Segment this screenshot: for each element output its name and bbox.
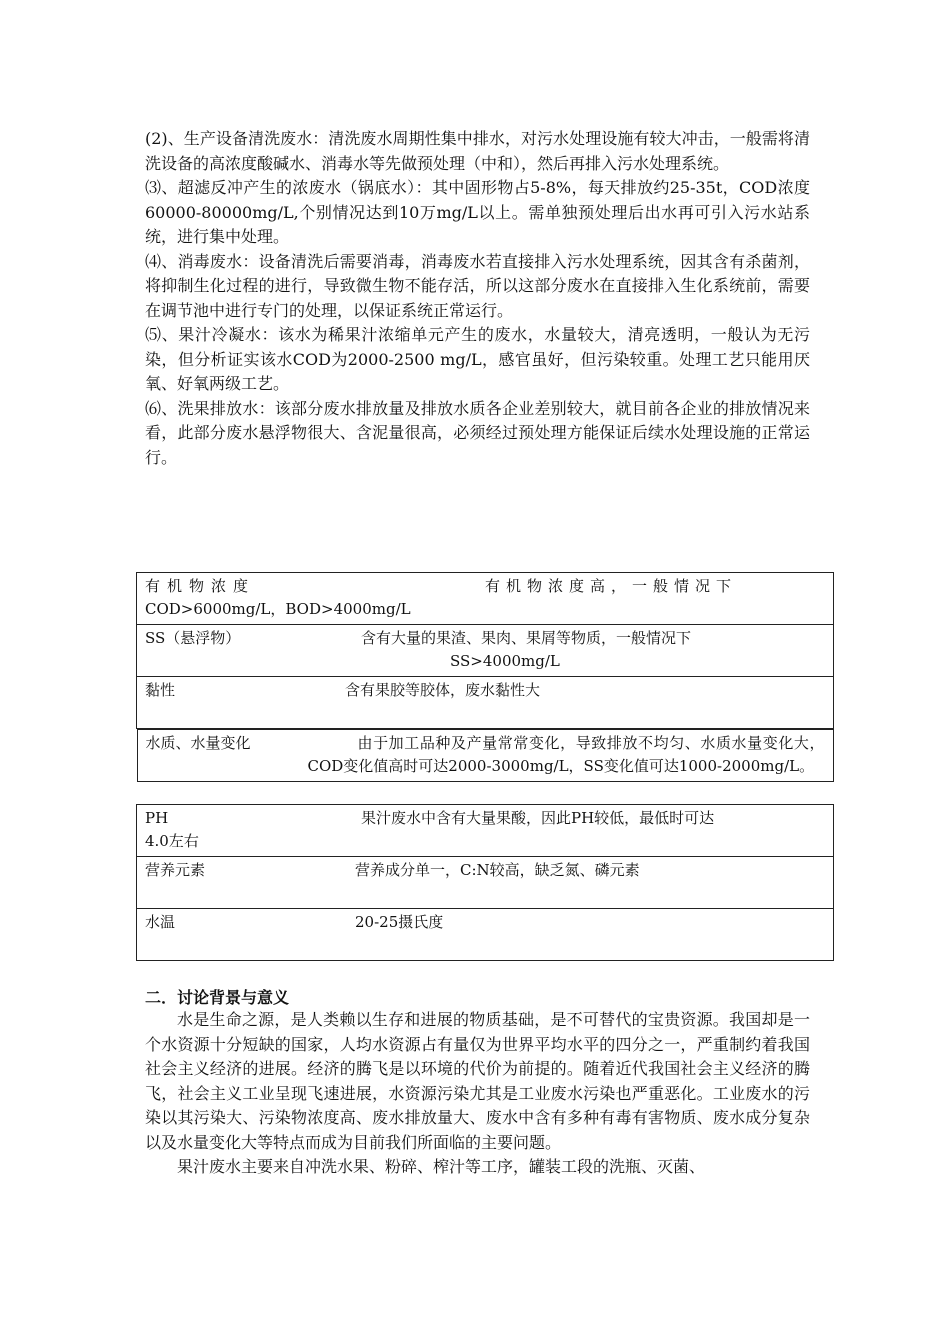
row-label: SS（悬浮物） (145, 629, 241, 647)
table-cell (137, 909, 834, 961)
table-cell (137, 573, 834, 625)
table-row (137, 573, 834, 625)
row-description: 含有大量的果渣、果肉、果屑等物质，一般情况下 (361, 629, 692, 647)
table-row (137, 625, 834, 677)
row-label: 营养元素 (145, 861, 206, 879)
list-item: ⑶、超滤反冲产生的浓废水（锅底水）：其中固形物占5-8%，每天排放约25-35t，COD浓度60000-80000mg/L,个别情况达到10万mg/L以上。需单独预处理后出水再可引入污水站系统，进行集中处理。 (145, 178, 810, 246)
table-row (137, 857, 834, 909)
table-cell (137, 677, 834, 729)
row-label: 水质、水量变化 (145, 734, 251, 752)
table-cell (137, 857, 834, 909)
row-label: PH (145, 809, 169, 827)
table-row (137, 677, 834, 729)
row-continuation: COD>6000mg/L，BOD>4000mg/L (145, 600, 411, 618)
section-heading: 二．讨论背景与意义 (145, 988, 290, 1007)
paragraph: 水是生命之源，是人类赖以生存和进展的物质基础，是不可替代的宝贵资源。我国却是一个水资源十分短缺的国家，人均水资源占有量仅为世界平均水平的四分之一，严重制约着我国社会主义经济的进展。经济的腾飞是以环境的代价为前提的。随着近代我国社会主义经济的腾飞，社会主义工业呈现飞速进展，水资源污染尤其是工业废水污染也严重恶化。工业废水的污染以其污染大、污染物浓度高、废水排放量大、废水中含有多种有毒有害物质、废水成分复杂以及水量变化大等特点而成为目前我们所面临的主要问题。 (145, 1010, 810, 1152)
row-description: 由于加工品种及产量常常变化，导致排放不均匀、水质水量变化大，COD变化值高时可达2000-3000mg/L，SS变化值可达1000-2000mg/L。 (307, 734, 825, 775)
wastewater-sources-list (145, 127, 810, 470)
row-description: 20-25摄氏度 (355, 913, 444, 931)
row-continuation: SS>4000mg/L (450, 652, 560, 670)
list-item: ⑷、消毒废水：设备清洗后需要消毒，消毒废水若直接排入污水处理系统，因其含有杀菌剂，将抑制生化过程的进行，导致微生物不能存活，所以这部分废水在直接排入生化系统前，需要在调节池中进行专门的处理，以保证系统正常运行。 (145, 251, 810, 320)
table-row (137, 805, 834, 857)
row-label: 黏性 (145, 681, 176, 699)
row-description: 营养成分单一，C:N较高，缺乏氮、磷元素 (355, 861, 640, 879)
row-label: 水温 (145, 913, 176, 931)
row-label: 有机物浓度 (145, 577, 256, 595)
row-description: 有机物浓度高，一般情况下 (485, 577, 738, 595)
list-item: ⑸、果汁冷凝水：该水为稀果汁浓缩单元产生的废水，水量较大，清亮透明，一般认为无污染，但分析证实该水COD为2000-2500 mg/L，感官虽好，但污染较重。处理工艺只能用厌氧、好氧两级工艺。 (145, 325, 810, 393)
list-item: (2)、生产设备清洗废水：清洗废水周期性集中排水，对污水处理设施有较大冲击，一般需将清洗设备的高浓度酸碱水、消毒水等先做预处理（中和），然后再排入污水处理系统。 (145, 129, 810, 173)
table-row (137, 729, 834, 805)
wastewater-properties-table (136, 572, 834, 961)
list-item: ⑹、洗果排放水：该部分废水排放量及排放水质各企业差别较大，就目前各企业的排放情况来看，此部分废水悬浮物很大、含泥量很高，必须经过预处理方能保证后续水处理设施的正常运行。 (145, 398, 810, 467)
table-cell (137, 805, 834, 857)
row-continuation: 4.0左右 (145, 832, 199, 850)
paragraph: 果汁废水主要来自冲洗水果、粉碎、榨汁等工序，罐装工段的洗瓶、灭菌、 (177, 1157, 706, 1176)
table-row (137, 909, 834, 961)
section-body (145, 1008, 810, 1180)
row-description: 果汁废水中含有大量果酸，因此PH较低，最低时可达 (361, 809, 715, 827)
row-description: 含有果胶等胶体，废水黏性大 (345, 681, 541, 699)
table-cell (137, 625, 834, 677)
table-cell (137, 729, 834, 782)
